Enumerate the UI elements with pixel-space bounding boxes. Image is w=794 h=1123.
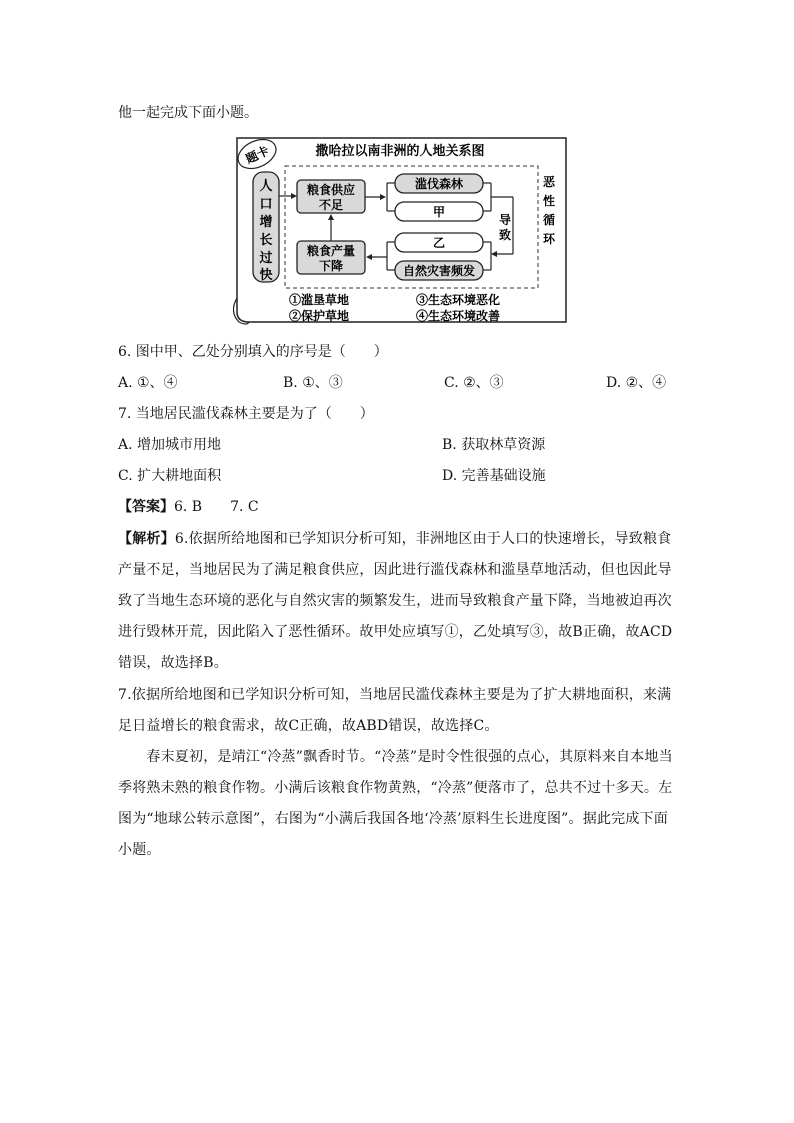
yi-label: 乙 xyxy=(432,236,446,250)
population-char: 快 xyxy=(259,268,273,283)
question-7-stem: 7. 当地居民滥伐森林主要是为了（ ） xyxy=(118,406,374,422)
legend-item: ①滥垦草地 xyxy=(289,293,350,307)
food-supply-line: 不足 xyxy=(318,198,344,212)
analysis-paragraph-6 xyxy=(118,524,678,679)
lead-to-char: 导 xyxy=(498,213,512,227)
q6-option-d: D. ②、④ xyxy=(606,375,667,391)
human-land-relation-diagram xyxy=(233,136,568,328)
analysis-text-6: 6.依据所给地图和已学知识分析可知，非洲地区由于人口的快速增长，导致粮食产量不足，当地居民为了满足粮食供应，因此进行滥伐森林和滥垦草地活动，但也因此导致了当地生态环境的恶化与自然灾害的频繁发生，进而导致粮食产量下降，当地被迫再次进行毁林开荒，因此陷入了恶性循环。故甲处应填写①，乙处填写③，故B正确，故ACD错误，故选择B。 xyxy=(118,531,673,671)
population-char: 过 xyxy=(259,251,273,266)
q6-option-a: A. ①、④ xyxy=(118,375,178,391)
next-passage: 春末夏初，是靖江“冷蒸”飘香时节。“冷蒸”是时令性很强的点心，其原料来自本地当季将熟未熟的粮食作物。小满后该粮食作物黄熟，“冷蒸”便落市了，总共不过十多天。左图为“地球公转示意图”，右图为“小满后我国各地‘冷蒸’原料生长进度图”。据此完成下面小题。 xyxy=(118,749,673,858)
legend-item: ②保护草地 xyxy=(289,309,350,323)
vicious-cycle-char: 恶 xyxy=(542,175,556,189)
vicious-cycle-char: 循 xyxy=(542,213,556,227)
badge-text: 题卡 xyxy=(243,143,272,167)
food-production-line: 下降 xyxy=(318,259,344,273)
deforestation-label: 滥伐森林 xyxy=(414,177,464,191)
vicious-cycle-char: 性 xyxy=(542,194,556,208)
q7-option-d: D. 完善基础设施 xyxy=(442,468,546,484)
food-supply-line: 粮食供应 xyxy=(306,183,356,197)
jia-label: 甲 xyxy=(432,205,446,219)
population-char: 长 xyxy=(259,233,273,248)
q7-option-a: A. 增加城市用地 xyxy=(118,437,222,453)
answer-text: 6. B 7. C xyxy=(174,499,259,515)
diagram-title: 撒哈拉以南非洲的人地关系图 xyxy=(315,144,485,159)
q7-option-b: B. 获取林草资源 xyxy=(442,437,546,453)
q6-option-c: C. ②、③ xyxy=(444,375,504,391)
disaster-label: 自然灾害频发 xyxy=(402,264,476,278)
population-char: 人 xyxy=(259,179,273,194)
analysis-paragraph-7: 7.依据所给地图和已学知识分析可知，当地居民滥伐森林主要是为了扩大耕地面积，来满足日益增长的粮食需求，故C正确，故ABD错误，故选择C。 xyxy=(118,687,672,734)
q6-option-b: B. ①、③ xyxy=(283,375,343,391)
population-char: 增 xyxy=(259,215,273,230)
vicious-cycle-char: 环 xyxy=(542,232,556,246)
legend-item: ③生态环境恶化 xyxy=(416,293,501,307)
question-6-stem: 6. 图中甲、乙处分别填入的序号是（ ） xyxy=(118,344,388,360)
q7-option-c: C. 扩大耕地面积 xyxy=(118,468,222,484)
answer-line xyxy=(118,497,259,517)
population-char: 口 xyxy=(259,197,273,212)
analysis-label: 【解析】 xyxy=(118,531,175,547)
legend-item: ④生态环境改善 xyxy=(416,309,501,323)
lead-to-char: 致 xyxy=(498,228,512,242)
answer-label: 【答案】 xyxy=(118,499,174,515)
intro-line: 他一起完成下面小题。 xyxy=(118,105,258,121)
food-production-line: 粮食产量 xyxy=(306,244,356,258)
